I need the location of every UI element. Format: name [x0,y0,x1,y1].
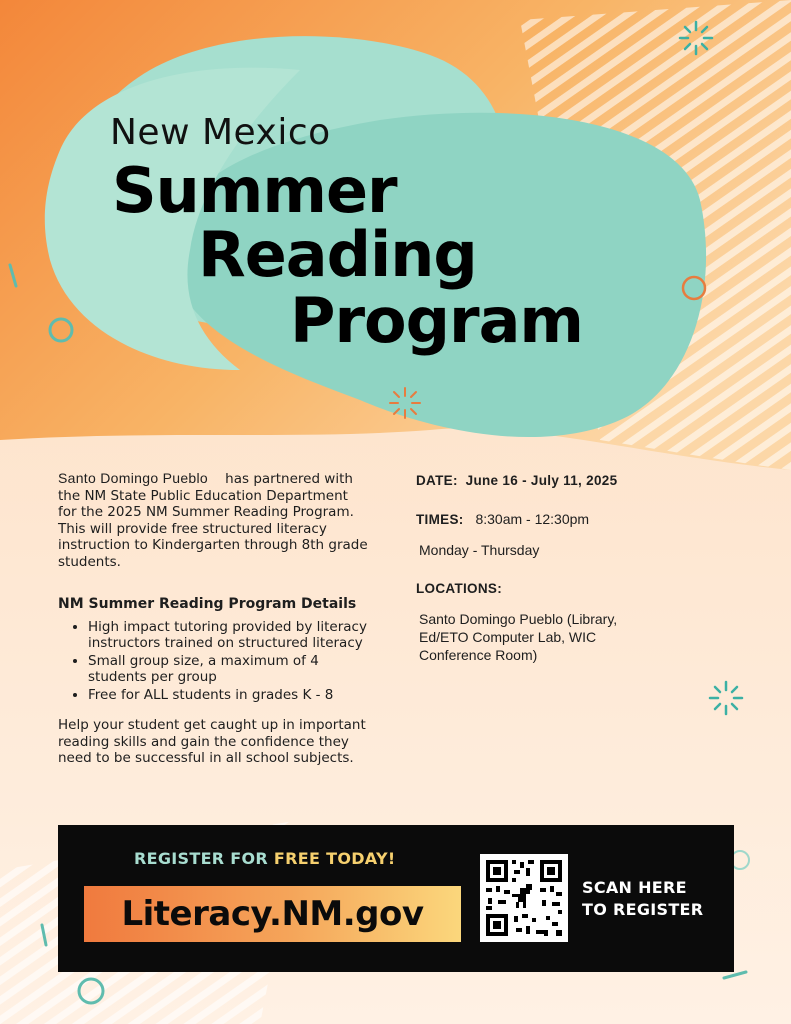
scan-instructions [582,877,703,921]
intro-paragraph [58,470,368,570]
locations-line: Santo Domingo Pueblo (Library, [419,611,618,627]
times-label: TIMES: [416,512,464,527]
register-banner [58,825,734,972]
register-link[interactable]: Literacy.NM.gov [121,894,424,934]
details-list [58,619,368,704]
scan-line: SCAN HERE [582,878,687,897]
qr-code-icon[interactable] [480,854,568,942]
title-state: New Mexico [110,112,331,153]
program-description [58,470,368,767]
pueblo-name: Santo Domingo Pueblo [58,470,208,486]
intro-text: partnered with the NM State Public Education Department for the 2025 NM Summer Reading Program. This will provide free structured literacy instruction to Kindergarten through 8th grade students. [58,471,368,570]
scan-line: TO REGISTER [582,900,704,919]
locations-label: LOCATIONS: [416,581,502,596]
closing-paragraph: Help your student get caught up in important reading skills and gain the confidence they need to be successful in all school subjects. [58,717,366,766]
register-heading-a: REGISTER FOR [134,849,274,868]
title-program: Program [290,284,584,357]
date-row [416,472,617,488]
details-heading: NM Summer Reading Program Details [58,596,357,612]
qr-code-graphic [480,854,568,942]
list-item: • High impact tutoring provided by literacy instructors trained on structured literacy [88,619,368,652]
days-text: Monday - Thursday [419,542,540,558]
locations-line: Conference Room) [419,647,538,663]
locations-line: Ed/ETO Computer Lab, WIC [419,629,597,645]
list-item: • Small group size, a maximum of 4 students per group [88,653,368,686]
intro-has: has [225,471,250,487]
list-item: • Free for ALL students in grades K - 8 [88,687,368,704]
times-row [416,511,589,527]
date-label: DATE: [416,473,458,488]
times-value: 8:30am - 12:30pm [475,511,590,527]
date-value: June 16 - July 11, 2025 [465,473,618,488]
register-heading-b: FREE TODAY! [273,849,396,868]
title-reading: Reading [198,218,477,291]
locations-text [419,610,617,664]
register-heading [134,849,395,868]
register-link-box[interactable] [84,886,461,942]
title-summer: Summer [112,154,397,227]
